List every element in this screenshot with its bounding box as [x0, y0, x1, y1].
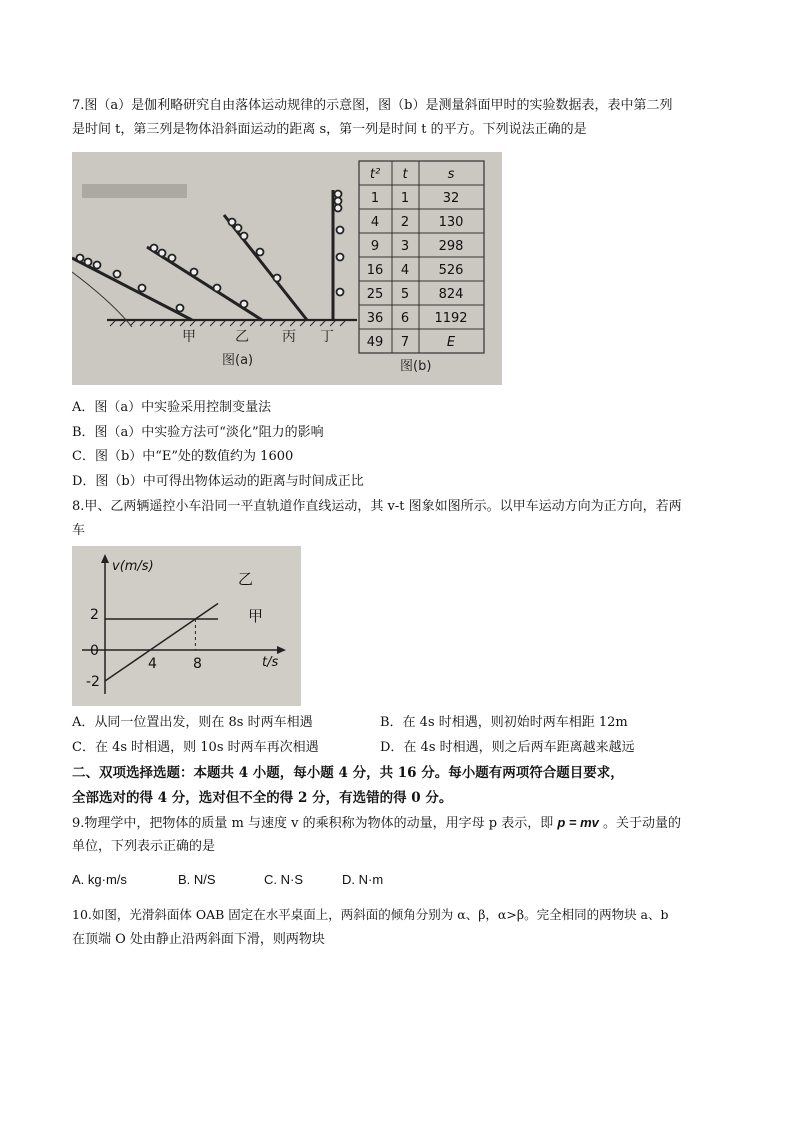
table-cell: 5 — [400, 287, 410, 302]
t-axis-label: t/s — [262, 655, 279, 670]
q8-option-b: B．在 4s 时相遇，则初始时两车相距 12m — [380, 715, 628, 730]
q7-figure-photo — [72, 152, 502, 385]
table-cell: 824 — [438, 287, 464, 302]
table-header-cell: t — [402, 167, 408, 182]
label-bing: 丙 — [282, 329, 296, 345]
table-cell: 1 — [370, 191, 380, 206]
table-cell: 130 — [438, 215, 464, 230]
v-axis-label: v(m/s) — [112, 559, 154, 574]
table-cell: 36 — [366, 311, 384, 326]
x-tick-4: 4 — [148, 656, 157, 672]
q8-option-d: D．在 4s 时相遇，则之后两车距离越来越远 — [380, 740, 635, 755]
q7-option-d: D．图（b）中可得出物体运动的距离与时间成正比 — [72, 474, 364, 489]
table-cell: 4 — [400, 263, 410, 278]
table-cell: 7 — [400, 335, 410, 350]
q10-stem-line1: 10.如图，光滑斜面体 OAB 固定在水平桌面上，两斜面的倾角分别为 α、β，α>β。完全相同的两物块 a、b — [72, 907, 669, 922]
section2-heading-line1: 二、双项选择选题：本题共 4 小题，每小题 4 分，共 16 分。每小题有两项符合题目要求， — [72, 765, 624, 781]
galileo-incline-figure — [72, 152, 502, 385]
table-cell: E — [446, 335, 456, 350]
table-header-cell: t² — [369, 167, 381, 182]
q7-option-b: B．图（a）中实验方法可“淡化”阻力的影响 — [72, 425, 324, 440]
table-cell: 6 — [400, 311, 410, 326]
table-cell: 9 — [370, 239, 380, 254]
table-cell: 49 — [366, 335, 384, 350]
q9-option-d: D. N·m — [342, 872, 384, 887]
table-cell: 526 — [438, 263, 464, 278]
table-cell: 1 — [400, 191, 410, 206]
series-label-yi: 乙 — [238, 570, 254, 588]
table-cell: 3 — [400, 239, 410, 254]
y-tick-neg2: -2 — [86, 674, 100, 690]
y-tick-0: 0 — [90, 643, 99, 659]
table-cell: 2 — [400, 215, 410, 230]
q9-stem-text-a: 9.物理学中，把物体的质量 m 与速度 v 的乘积称为物体的动量，用字母 p 表示，即 — [72, 816, 554, 831]
q7-option-a: A．图（a）中实验采用控制变量法 — [72, 400, 272, 415]
label-ding: 丁 — [320, 329, 334, 345]
vt-graph — [72, 546, 301, 706]
caption-b: 图(b) — [400, 359, 432, 374]
table-header-cell: s — [447, 167, 455, 182]
label-jia: 甲 — [182, 329, 196, 345]
q7-stem-line1: 7.图（a）是伽利略研究自由落体运动规律的示意图，图（b）是测量斜面甲时的实验数据表，表中第二列 — [72, 98, 673, 113]
q9-option-b: B. N/S — [178, 872, 216, 887]
section2-heading-line2: 全部选对的得 4 分，选对但不全的得 2 分，有选错的得 0 分。 — [72, 790, 453, 806]
table-cell: 4 — [370, 215, 380, 230]
blurred-region — [82, 184, 187, 198]
table-cell: 32 — [442, 191, 460, 206]
q7-option-c: C．图（b）中“E”处的数值约为 1600 — [72, 449, 294, 464]
series-label-jia: 甲 — [248, 607, 264, 625]
q8-option-c: C．在 4s 时相遇，则 10s 时两车再次相遇 — [72, 740, 319, 755]
table-cell: 1192 — [434, 311, 468, 326]
y-tick-2: 2 — [90, 607, 99, 623]
q9-stem-text-b: 。关于动量的 — [603, 816, 682, 831]
table-cell: 25 — [366, 287, 384, 302]
label-yi: 乙 — [235, 329, 249, 345]
q8-stem-line1: 8.甲、乙两辆遥控小车沿同一平直轨道作直线运动，其 v-t 图象如图所示。以甲车运动方向为正方向，若两 — [72, 499, 682, 514]
caption-a: 图(a) — [222, 353, 254, 368]
q9-formula: p = mv — [557, 815, 599, 830]
q8-option-a: A．从同一位置出发，则在 8s 时两车相遇 — [72, 715, 313, 730]
q8-vt-chart-photo — [72, 546, 301, 706]
q8-stem-line2: 车 — [72, 523, 86, 538]
q10-stem-line2: 在顶端 O 处由静止沿两斜面下滑，则两物块 — [72, 932, 325, 947]
table-cell: 16 — [366, 263, 384, 278]
x-tick-8: 8 — [193, 656, 202, 672]
q9-stem-line2: 单位，下列表示正确的是 — [72, 839, 216, 854]
q9-option-c: C. N·S — [264, 872, 303, 887]
q7-stem-line2: 是时间 t，第三列是物体沿斜面运动的距离 s，第一列是时间 t 的平方。下列说法正确的是 — [72, 122, 587, 137]
table-cell: 298 — [438, 239, 464, 254]
q9-stem-line1 — [72, 814, 681, 833]
q9-option-a: A. kg·m/s — [72, 872, 127, 887]
